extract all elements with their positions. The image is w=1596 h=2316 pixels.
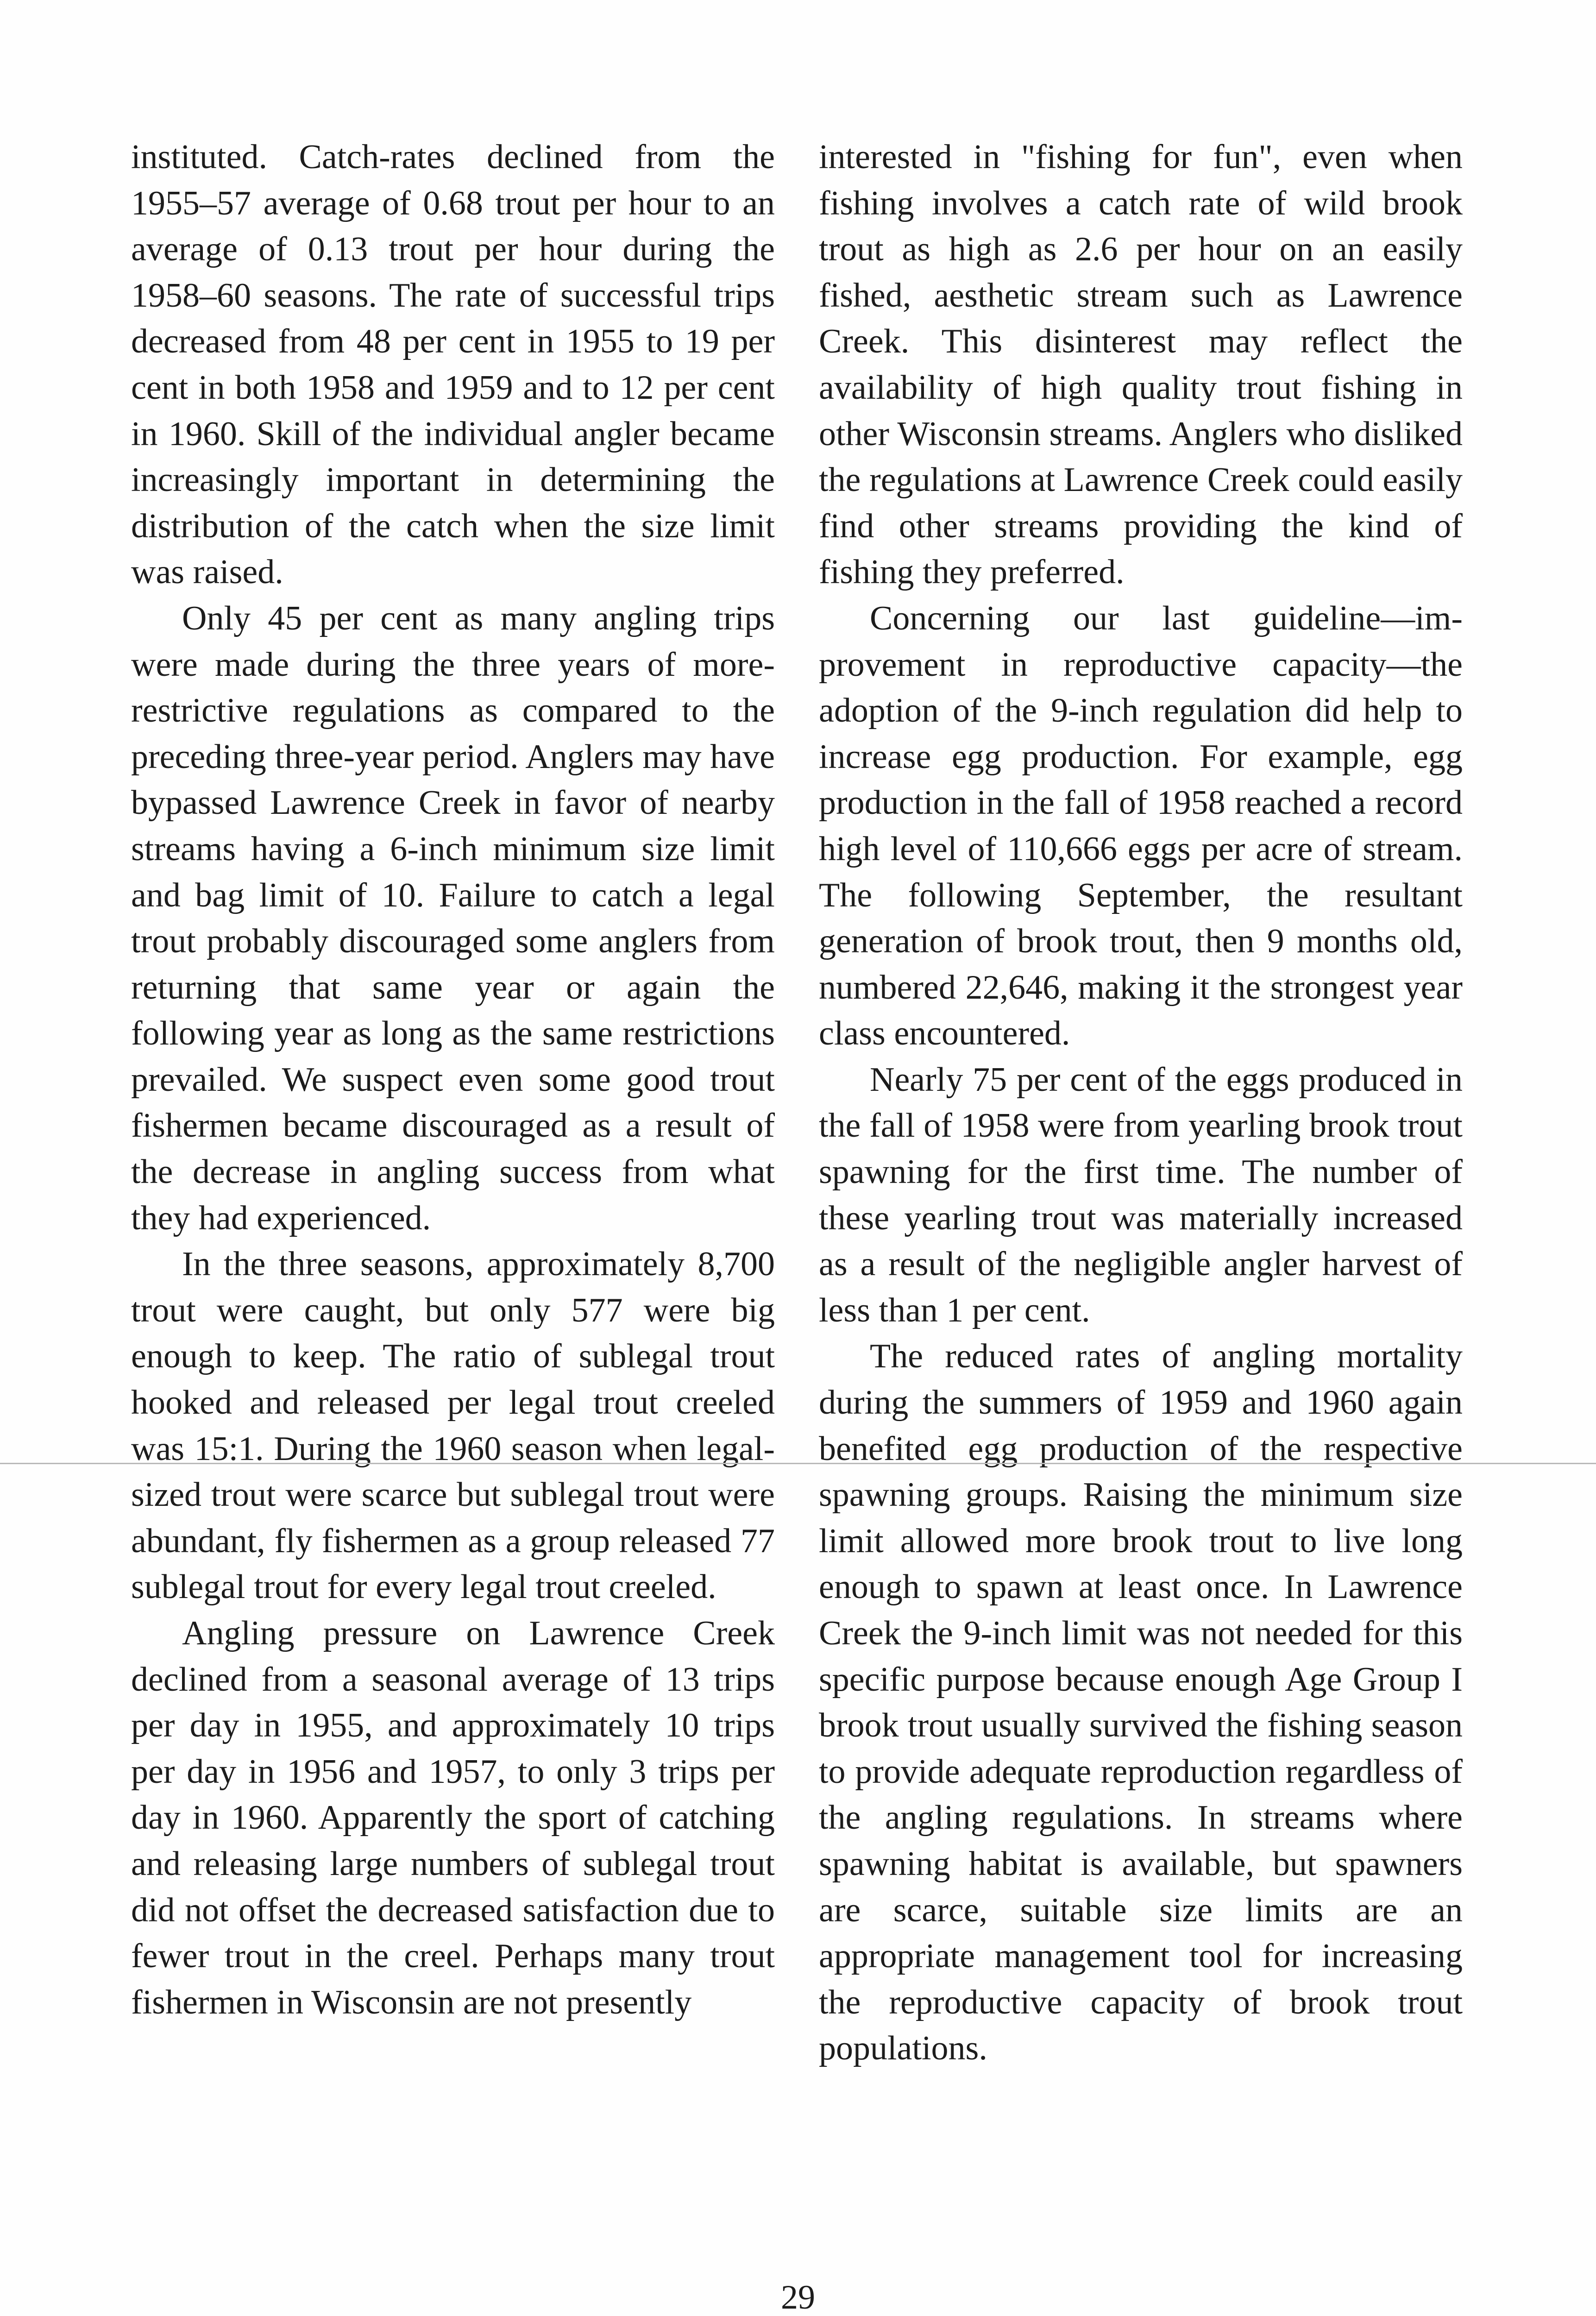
scan-fold-line <box>0 1463 1596 1464</box>
paragraph-angling-trips: Only 45 per cent as many angling trips were made during the three years of more-restrictive regulations as compared to the preceding three-year period. Anglers may have bypassed Lawrence Creek in favor of nearby streams having a 6-inch minimum size limit and bag limit of 10. Failure to catch a legal trout probably discouraged some anglers from returning that same year or again the following year as long as the same restrictions prevailed. We suspect even some good trout fishermen became discouraged as a result of the decrease in angling success from what they had experienced. <box>131 599 775 1237</box>
paragraph-angling-pressure: Angling pressure on Lawrence Creek declined from a seasonal average of 13 trips per day in 1955, and approximately 10 trips per day in 1956 and 1957, to only 3 trips per day in 1960. Apparently the sport of catching and releasing large numbers of sublegal trout did not offset the decreased satisfaction due to fewer trout in the creel. Perhaps many trout fishermen in Wisconsin are not presently <box>131 1614 775 2021</box>
page-number: 29 <box>781 2278 815 2316</box>
paragraph-reduced-mortality: The reduced rates of angling mortality during the summers of 1959 and 1960 again benefited egg production of the respective spawning groups. Raising the minimum size limit allowed more brook trout to live long enough to spawn at least once. In Lawrence Creek the 9-inch limit was not needed for this specific purpose because enough Age Group I brook trout usually survived the fishing season to provide adequate reproduction regardless of the angling regulations. In streams where spawning habitat is available, but spawners are scarce, suitable size limits are an appropriate management tool for increasing the reproductive capacity of brook trout populations. <box>819 1337 1463 2068</box>
paragraph-catch-rates: instituted. Catch-rates declined from the 1955–57 average of 0.68 trout per hour to an average of 0.13 trout per hour during the 1958–60 seasons. The rate of successful trips decreased from 48 per cent in 1955 to 19 per cent in both 1958 and 1959 and to 12 per cent in 1960. Skill of the individual angler became increasingly important in determining the distribution of the catch when the size limit was raised. <box>131 138 775 592</box>
paragraph-reproductive-capacity: Concerning our last guideline—improvement in reproductive capacity—the adoption of the 9-inch regulation did help to increase egg production. For example, egg production in the fall of 1958 reached a record high level of 110,666 eggs per acre of stream. The following September, the resultant generation of brook trout, then 9 months old, numbered 22,646, making it the strongest year class encountered. <box>819 599 1463 1053</box>
paragraph-fishing-for-fun: interested in "fishing for fun", even when fishing involves a catch rate of wild brook trout as high as 2.6 per hour on an easily fished, aesthetic stream such as Lawrence Creek. This disinterest may reflect the availability of high quality trout fishing in other Wisconsin streams. Anglers who disliked the regulations at Lawrence Creek could easily find other streams providing the kind of fishing they preferred. <box>819 138 1463 592</box>
paragraph-yearling-eggs: Nearly 75 per cent of the eggs produced in the fall of 1958 were from yearling brook trout spawning for the first time. The number of these yearling trout was materially increased as a result of the negligible angler harvest of less than 1 per cent. <box>819 1060 1463 1329</box>
paragraph-three-seasons: In the three seasons, approximately 8,700 trout were caught, but only 577 were big enough to keep. The ratio of sublegal trout hooked and released per legal trout creeled was 15:1. During the 1960 season when legal-sized trout were scarce but sublegal trout were abundant, fly fishermen as a group released 77 sublegal trout for every legal trout creeled. <box>131 1245 775 1606</box>
right-column <box>819 134 1463 2072</box>
left-column <box>131 134 775 2026</box>
